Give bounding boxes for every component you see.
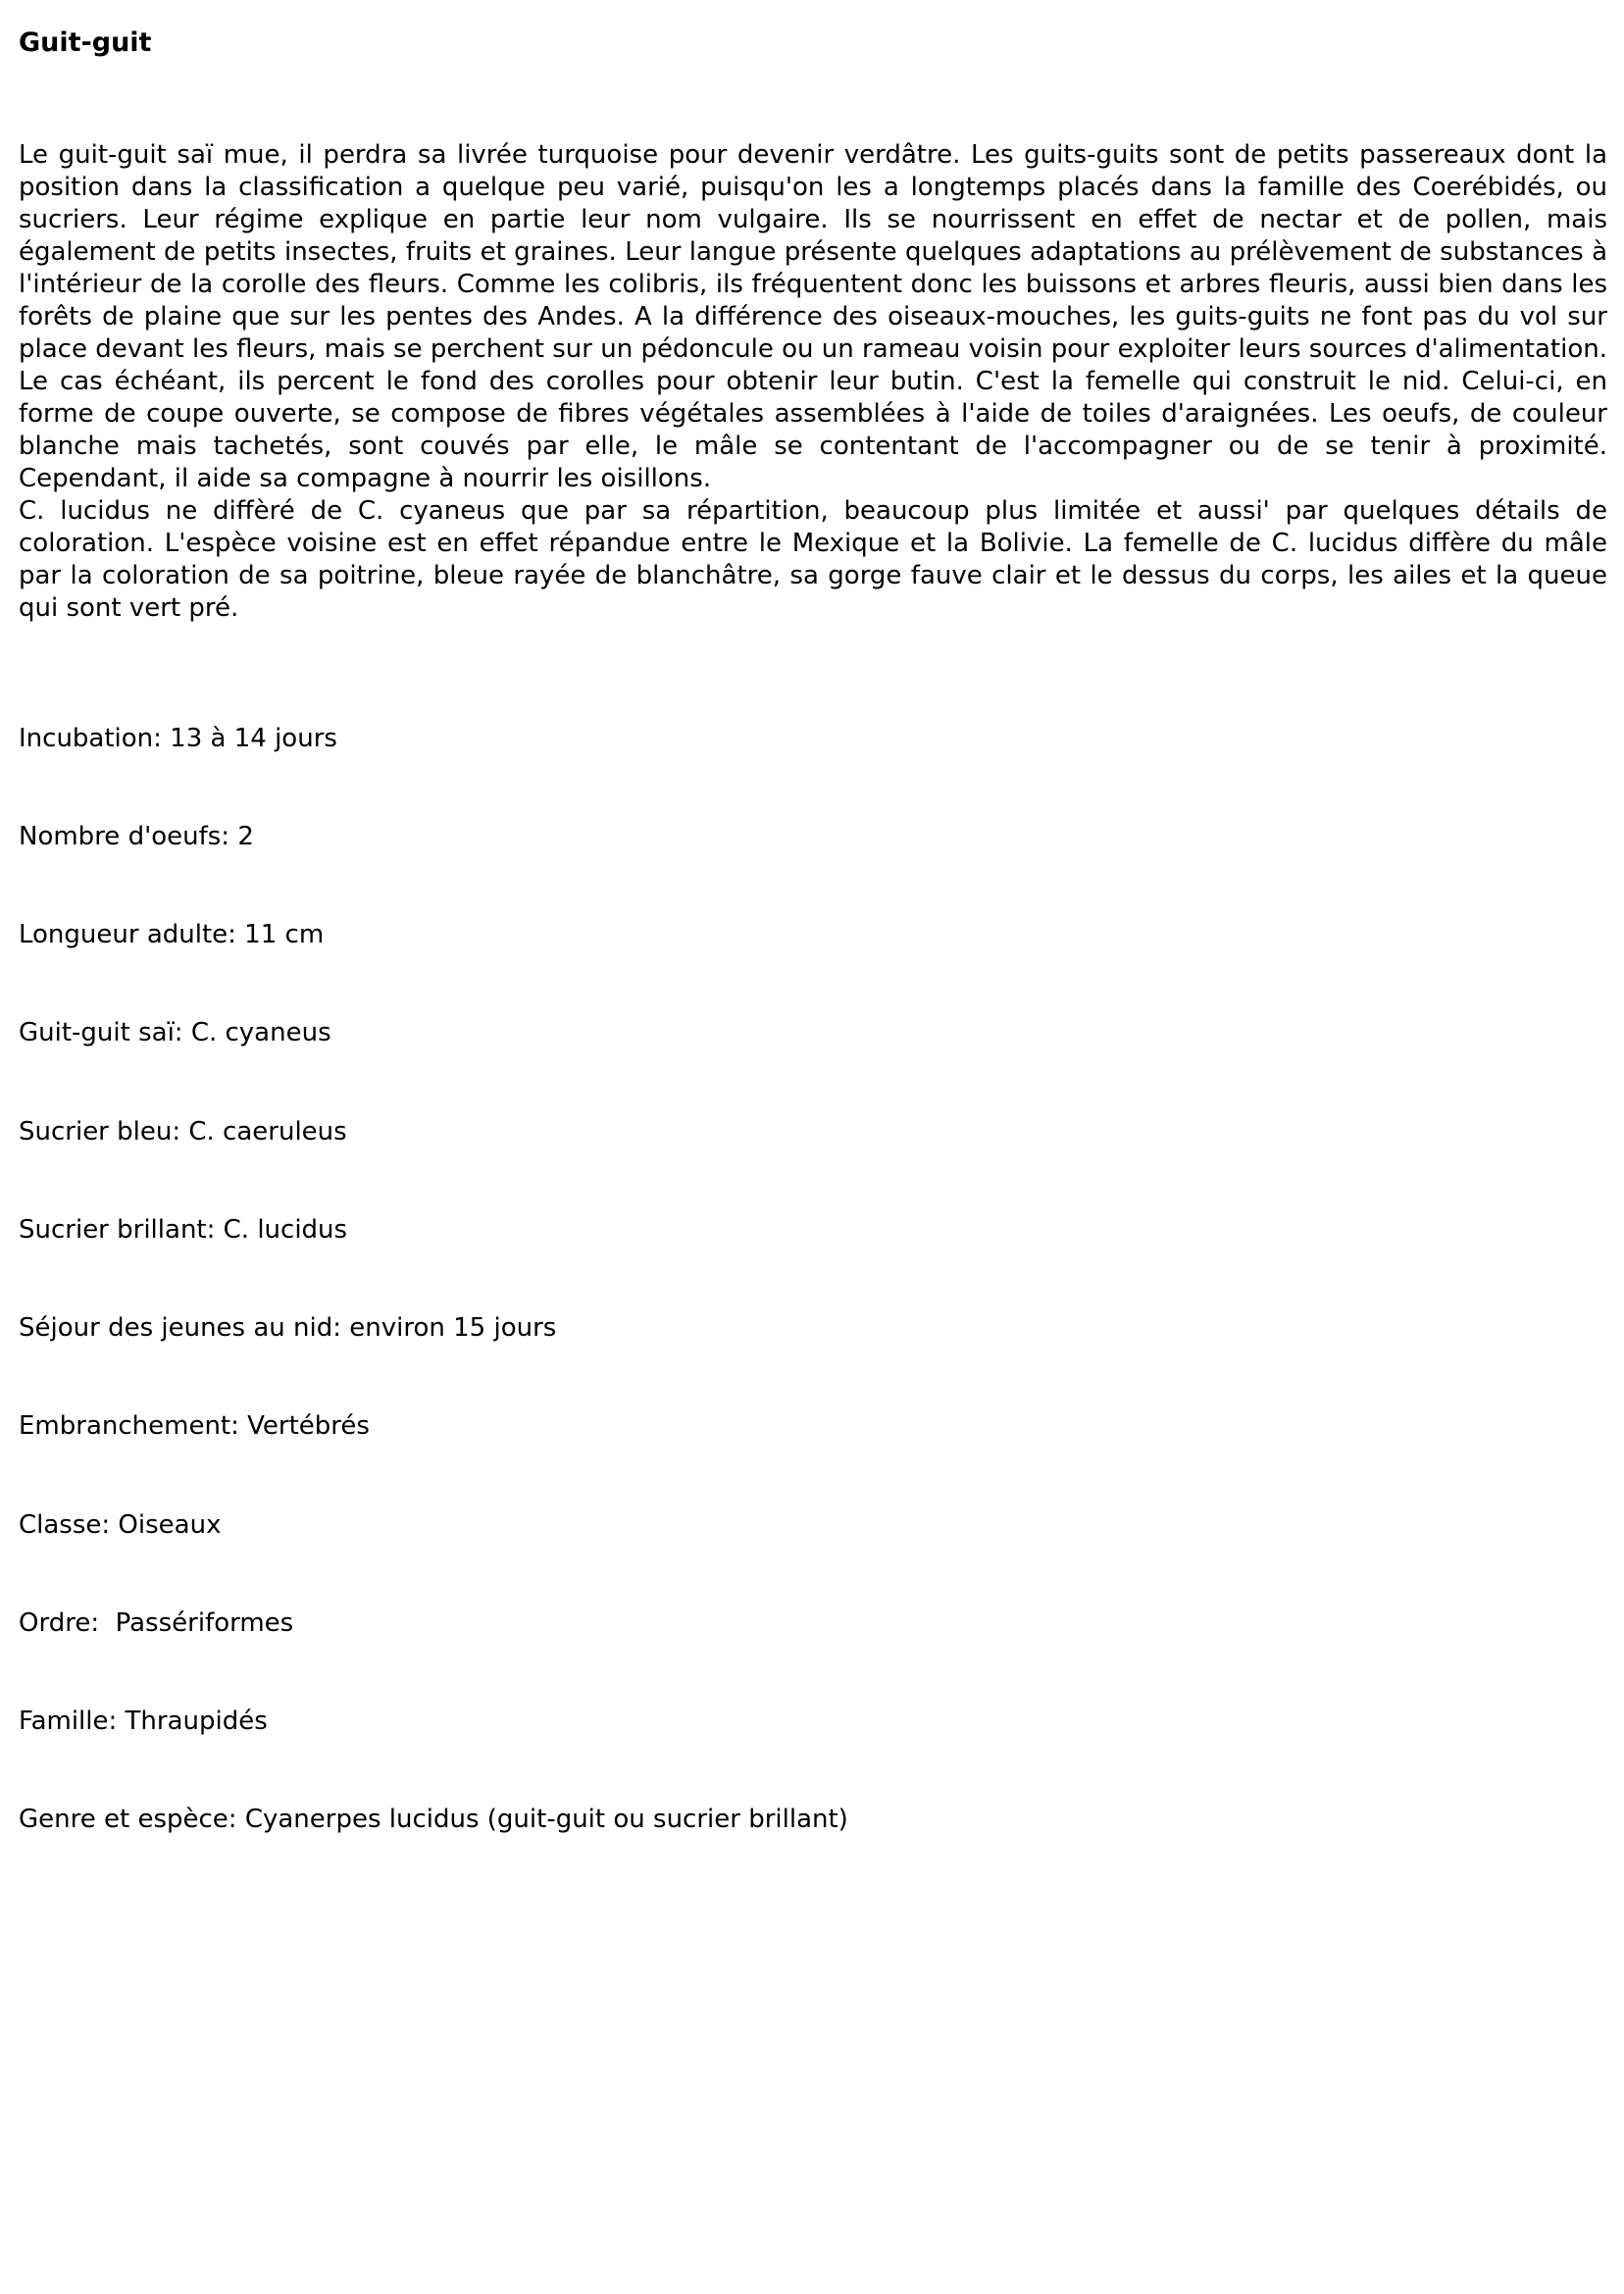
paragraph-lucidus: C. lucidus ne diffèré de C. cyaneus que par sa répartition, beaucoup plus limitée et aussi' par quelques détails de coloration. L'espèce voisine est en effet répandue entre le Mexique et la Bolivie. La femelle de C. lucidus diffère du mâle par la coloration de sa poitrine, bleue rayée de blanchâtre, sa gorge fauve clair et le dessus du corps, les ailes et la queue qui sont vert pré. bbox=[19, 496, 1607, 623]
fact-species-caeruleus: Sucrier bleu: C. caeruleus bbox=[19, 1116, 347, 1147]
body-text bbox=[19, 139, 1607, 625]
fact-class: Classe: Oiseaux bbox=[19, 1509, 222, 1540]
document-title: Guit-guit bbox=[19, 27, 152, 58]
fact-family: Famille: Thraupidés bbox=[19, 1707, 268, 1736]
fact-genus-species: Genre et espèce: Cyanerpes lucidus (guit-guit ou sucrier brillant) bbox=[19, 1805, 848, 1835]
document-page bbox=[19, 25, 1607, 1902]
fact-order: Ordre: Passériformes bbox=[19, 1607, 294, 1638]
fact-species-lucidus: Sucrier brillant: C. lucidus bbox=[19, 1214, 348, 1245]
facts-list bbox=[19, 657, 1607, 1902]
paragraph-description: Le guit-guit saï mue, il perdra sa livrée turquoise pour devenir verdâtre. Les guits-guits sont de petits passereaux dont la position dans la classification a quelque peu varié, puisqu'on les a longtemps placés dans la famille des Coerébidés, ou sucriers. Leur régime explique en partie leur nom vulgaire. Ils se nourrissent en effet de nectar et de pollen, mais également de petits insectes, fruits et graines. Leur langue présente quelques adaptations au prélèvement de substances à l'intérieur de la corolle des fleurs. Comme les colibris, ils fréquentent donc les buissons et arbres fleuris, aussi bien dans les forêts de plaine que sur les pentes des Andes. A la différence des oiseaux-mouches, les guits-guits ne font pas du vol sur place devant les fleurs, mais se perchent sur un pédoncule ou un rameau voisin pour exploiter leurs sources d'alimentation. Le cas échéant, ils percent le fond des corolles pour obtenir leur butin. C'est la femelle qui construit le nid. Celui-ci, en forme de coupe ouverte, se compose de fibres végétales assemblées à l'aide de toiles d'araignées. Les oeufs, de couleur blanche mais tachetés, sont couvés par elle, le mâle se contentant de l'accompagner ou de se tenir à proximité. Cependant, il aide sa compagne à nourrir les oisillons. bbox=[19, 140, 1607, 493]
fact-incubation: Incubation: 13 à 14 jours bbox=[19, 723, 337, 753]
fact-egg-count: Nombre d'oeufs: 2 bbox=[19, 822, 254, 852]
fact-species-cyaneus: Guit-guit saï: C. cyaneus bbox=[19, 1018, 331, 1048]
fact-nest-stay: Séjour des jeunes au nid: environ 15 jours bbox=[19, 1313, 557, 1344]
fact-adult-length: Longueur adulte: 11 cm bbox=[19, 920, 325, 950]
fact-phylum: Embranchement: Vertébrés bbox=[19, 1411, 370, 1442]
